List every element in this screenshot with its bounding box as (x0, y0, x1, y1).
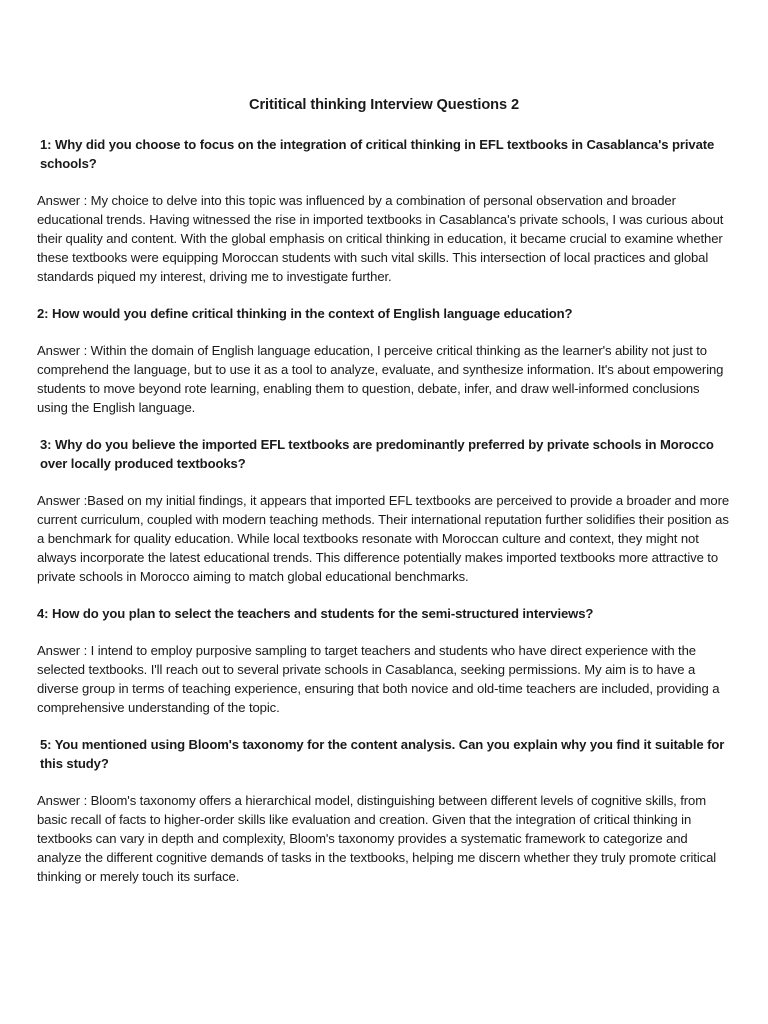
answer-2: Answer : Within the domain of English language education, I perceive critical thinking as the learner's ability not just to comprehend the language, but to use it as a tool to analyze, evaluate, and synthesize information. It's about empowering students to move beyond rote learning, enabling them to question, debate, infer, and draw well-informed conclusions using the English language. (37, 343, 724, 415)
question-4: 4: How do you plan to select the teachers and students for the semi-structured interviews? (37, 606, 594, 621)
question-3: 3: Why do you believe the imported EFL textbooks are predominantly preferred by private schools in Morocco over locally produced textbooks? (40, 437, 714, 471)
answer-5: Answer : Bloom's taxonomy offers a hierarchical model, distinguishing between different levels of cognitive skills, from basic recall of facts to higher-order skills like evaluation and creation. Given that the integration of critical thinking in textbooks can vary in depth and complexity, Bloom's taxonomy provides a systematic framework to categorize and analyze the different cognitive demands of tasks in the textbooks, helping me discern whether they truly promote critical thinking or merely touch its surface. (37, 793, 717, 884)
answer-1: Answer : My choice to delve into this topic was influenced by a combination of personal observation and broader educational trends. Having witnessed the rise in imported textbooks in Casablanca's private schools, I was curious about their quality and content. With the global emphasis on critical thinking in education, it became crucial to examine whether these textbooks were equipping Moroccan students with such vital skills. This intersection of local practices and global standards piqued my interest, driving me to investigate further. (37, 193, 724, 284)
question-5: 5: You mentioned using Bloom's taxonomy for the content analysis. Can you explain why you find it suitable for this study? (40, 737, 725, 771)
document-title: Crititical thinking Interview Questions 2 (249, 97, 519, 113)
question-1: 1: Why did you choose to focus on the integration of critical thinking in EFL textbooks in Casablanca's private schools? (40, 137, 715, 171)
question-2: 2: How would you define critical thinking in the context of English language education? (37, 306, 573, 321)
document-page (37, 95, 731, 904)
answer-3: Answer :Based on my initial findings, it appears that imported EFL textbooks are perceived to provide a broader and more current curriculum, coupled with modern teaching methods. Their international reputation further solidifies their position as a benchmark for quality education. While local textbooks resonate with Moroccan culture and context, they might not always incorporate the latest educational trends. This difference potentially makes imported textbooks more attractive to private schools in Morocco aiming to match global educational benchmarks. (37, 493, 730, 584)
answer-4: Answer : I intend to employ purposive sampling to target teachers and students who have direct experience with the selected textbooks. I'll reach out to several private schools in Casablanca, seeking permissions. My aim is to have a diverse group in terms of teaching experience, ensuring that both novice and old-time teachers are included, providing a comprehensive understanding of the topic. (37, 643, 720, 715)
